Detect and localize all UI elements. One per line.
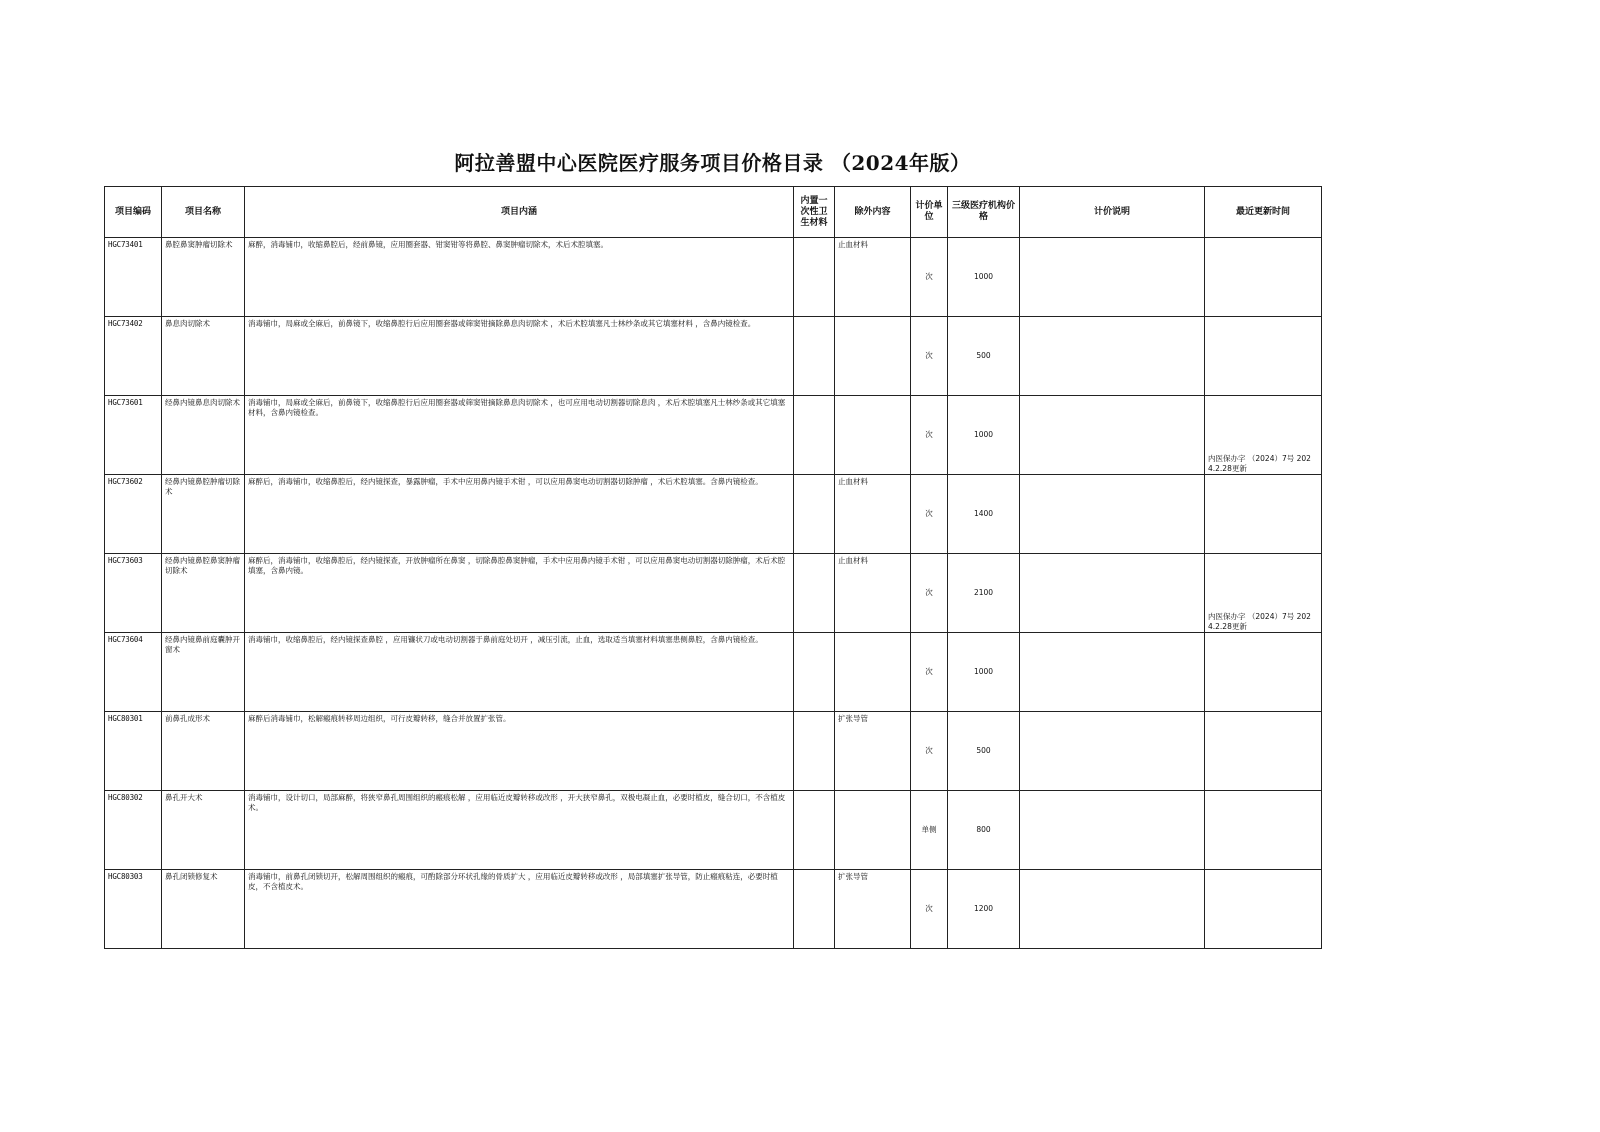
item-code: HGC80303 — [105, 870, 162, 949]
item-note — [1020, 317, 1205, 396]
item-unit: 次 — [911, 238, 948, 317]
item-unit: 次 — [911, 554, 948, 633]
item-note — [1020, 238, 1205, 317]
header-price: 三级医疗机构价格 — [948, 187, 1020, 238]
table-row — [105, 317, 1322, 396]
item-content: 消毒铺巾，局麻或全麻后，前鼻镜下，收缩鼻腔行后应用圈套器或筛窦钳摘除鼻息肉切除术 ，也可应用电动切割器切除息肉 ，术后术腔填塞凡士林纱条或其它填塞材料，含鼻内镜检查。 — [245, 396, 794, 475]
price-table — [104, 186, 1322, 949]
item-unit: 次 — [911, 712, 948, 791]
item-code: HGC73402 — [105, 317, 162, 396]
item-updated — [1205, 791, 1322, 870]
item-content: 麻醉后消毒铺巾，松解瘢痕转移周边组织，可行皮瓣转移，缝合并放置扩张管。 — [245, 712, 794, 791]
item-price: 1000 — [948, 633, 1020, 712]
item-updated — [1205, 870, 1322, 949]
item-name: 鼻息肉切除术 — [162, 317, 245, 396]
header-row — [105, 187, 1322, 238]
item-name: 鼻腔鼻窦肿瘤切除术 — [162, 238, 245, 317]
item-price: 1000 — [948, 396, 1020, 475]
item-updated — [1205, 238, 1322, 317]
item-name: 经鼻内镜鼻腔肿瘤切除术 — [162, 475, 245, 554]
item-content: 消毒铺巾，前鼻孔闭锁切开，松解周围组织的瘢痕，可酌除部分环状孔缘的骨质扩大 ，应用临近皮瓣转移或改形 ，局部填塞扩张导管，防止瘢痕粘连，必要时植皮，不含植皮术。 — [245, 870, 794, 949]
item-content: 消毒铺巾，局麻或全麻后，前鼻镜下，收缩鼻腔行后应用圈套器或筛窦钳摘除鼻息肉切除术 ，术后术腔填塞凡士林纱条或其它填塞材料 ，含鼻内镜检查。 — [245, 317, 794, 396]
item-unit: 次 — [911, 396, 948, 475]
item-content: 麻醉，消毒铺巾，收缩鼻腔后，经前鼻镜，应用圈套器、钳窦钳等将鼻腔、鼻窦肿瘤切除术，术后术腔填塞。 — [245, 238, 794, 317]
item-unit: 次 — [911, 475, 948, 554]
item-name: 前鼻孔成形术 — [162, 712, 245, 791]
header-name: 项目名称 — [162, 187, 245, 238]
item-code: HGC73401 — [105, 238, 162, 317]
table-row — [105, 396, 1322, 475]
item-excluded: 止血材料 — [835, 238, 911, 317]
item-excluded — [835, 317, 911, 396]
item-excluded: 扩张导管 — [835, 712, 911, 791]
item-disposable — [794, 238, 835, 317]
item-unit: 次 — [911, 317, 948, 396]
item-unit: 次 — [911, 633, 948, 712]
item-updated: 内医保办字 （2024）7号 2024.2.28更新 — [1205, 396, 1322, 475]
item-price: 500 — [948, 712, 1020, 791]
item-excluded: 止血材料 — [835, 475, 911, 554]
item-updated: 内医保办字 （2024）7号 2024.2.28更新 — [1205, 554, 1322, 633]
item-note — [1020, 791, 1205, 870]
item-excluded — [835, 396, 911, 475]
item-disposable — [794, 554, 835, 633]
item-note — [1020, 870, 1205, 949]
table-row — [105, 554, 1322, 633]
header-content: 项目内涵 — [245, 187, 794, 238]
item-disposable — [794, 396, 835, 475]
table-row — [105, 870, 1322, 949]
header-code: 项目编码 — [105, 187, 162, 238]
header-unit: 计价单位 — [911, 187, 948, 238]
item-disposable — [794, 870, 835, 949]
table-row — [105, 791, 1322, 870]
item-note — [1020, 475, 1205, 554]
table-row — [105, 238, 1322, 317]
item-disposable — [794, 791, 835, 870]
item-name: 鼻孔开大术 — [162, 791, 245, 870]
item-price: 500 — [948, 317, 1020, 396]
header-disposable: 内置一次性卫生材料 — [794, 187, 835, 238]
item-updated — [1205, 475, 1322, 554]
item-disposable — [794, 712, 835, 791]
item-content: 麻醉后，消毒铺巾，收缩鼻腔后，经内镜探查，开放肿瘤所在鼻窦 ，切除鼻腔鼻窦肿瘤，手术中应用鼻内镜手术钳 ，可以应用鼻窦电动切割器切除肿瘤，术后术腔填塞，含鼻内镜。 — [245, 554, 794, 633]
item-code: HGC73603 — [105, 554, 162, 633]
table-row — [105, 633, 1322, 712]
item-price: 800 — [948, 791, 1020, 870]
item-code: HGC73602 — [105, 475, 162, 554]
item-name: 鼻孔闭锁修复术 — [162, 870, 245, 949]
item-price: 1200 — [948, 870, 1020, 949]
item-price: 1000 — [948, 238, 1020, 317]
item-updated — [1205, 633, 1322, 712]
item-disposable — [794, 633, 835, 712]
item-name: 经鼻内镜鼻腔鼻窦肿瘤切除术 — [162, 554, 245, 633]
header-note: 计价说明 — [1020, 187, 1205, 238]
item-unit: 单侧 — [911, 791, 948, 870]
item-content: 消毒铺巾，设计切口，局部麻醉，将狭窄鼻孔周围组织的瘢痕松解 ，应用临近皮瓣转移或改形 ，开大狭窄鼻孔，双极电凝止血，必要时植皮，缝合切口，不含植皮术。 — [245, 791, 794, 870]
item-name: 经鼻内镜鼻前庭囊肿开窗术 — [162, 633, 245, 712]
item-note — [1020, 712, 1205, 791]
item-code: HGC80301 — [105, 712, 162, 791]
item-note — [1020, 554, 1205, 633]
item-updated — [1205, 712, 1322, 791]
item-excluded — [835, 791, 911, 870]
item-unit: 次 — [911, 870, 948, 949]
item-name: 经鼻内镜鼻息肉切除术 — [162, 396, 245, 475]
header-excluded: 除外内容 — [835, 187, 911, 238]
item-price: 1400 — [948, 475, 1020, 554]
item-price: 2100 — [948, 554, 1020, 633]
item-disposable — [794, 475, 835, 554]
item-updated — [1205, 317, 1322, 396]
item-disposable — [794, 317, 835, 396]
item-excluded: 扩张导管 — [835, 870, 911, 949]
table-row — [105, 712, 1322, 791]
item-excluded — [835, 633, 911, 712]
page-title: 阿拉善盟中心医院医疗服务项目价格目录 （2024年版） — [454, 151, 971, 175]
item-content: 消毒铺巾，收缩鼻腔后，经内镜探查鼻腔 ，应用镰状刀或电动切割器于鼻前庭处切开 ，减压引流，止血，选取适当填塞材料填塞患侧鼻腔，含鼻内镜检查。 — [245, 633, 794, 712]
item-excluded: 止血材料 — [835, 554, 911, 633]
table-row — [105, 475, 1322, 554]
item-note — [1020, 396, 1205, 475]
item-code: HGC73601 — [105, 396, 162, 475]
item-code: HGC73604 — [105, 633, 162, 712]
header-updated: 最近更新时间 — [1205, 187, 1322, 238]
item-content: 麻醉后，消毒铺巾，收缩鼻腔后，经内镜探查，暴露肿瘤，手术中应用鼻内镜手术钳 ，可以应用鼻窦电动切割器切除肿瘤 ，术后术腔填塞。含鼻内镜检查。 — [245, 475, 794, 554]
item-code: HGC80302 — [105, 791, 162, 870]
item-note — [1020, 633, 1205, 712]
